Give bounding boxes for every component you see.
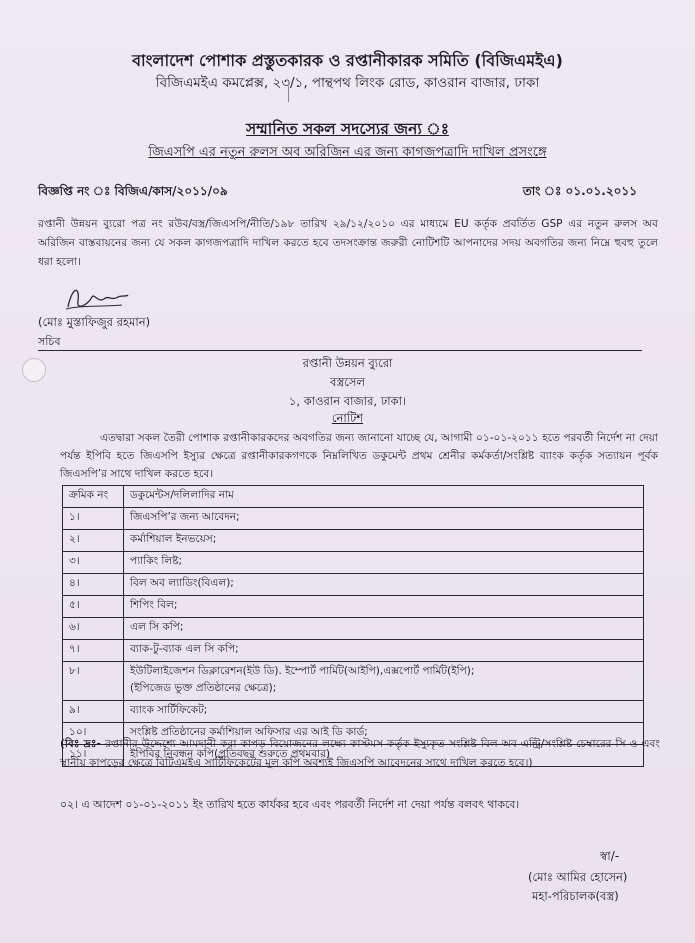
notice-address: ১, কাওরান বাজার, ঢাকা। [288,394,407,408]
effective-date-line: ০২। এ আদেশ ০১-০১-২০১১ ইং তারিখ হতে কার্যকর হবে এবং পরবর্তী নির্দেশ না দেয়া পর্যন্ত বলবৎ থাকবে। [60,798,520,811]
serial-cell: ১। [63,508,124,530]
signatory-title: মহা-পরিচালক(বস্ত্র) [532,889,619,903]
document-cell: ব্যাংক সার্টিফিকেট; [124,701,644,723]
table-row [63,701,644,723]
serial-cell: ২। [63,530,124,552]
table-row [63,640,644,662]
serial-cell: ১১। [63,745,124,767]
notice-heading: নোটিশ [331,411,364,425]
signed-mark: স্বা/- [600,849,620,863]
table-row [63,618,644,640]
salutation: সম্মানিত সকল সদস্যের জন্য ঃ [246,120,449,138]
table-header-row [63,486,644,508]
serial-cell: ১০। [63,723,124,745]
organization-name: বাংলাদেশ পোশাক প্রস্তুতকারক ও রপ্তানীকারক সমিতি (বিজিএমইএ) [132,51,563,70]
table-row [63,530,644,552]
organization-address: বিজিএমইএ কমপ্লেক্স, ২৩/১, পান্থপথ লিংক রোড, কাওরান বাজার, ঢাকা [155,75,540,91]
note-label: (বিঃ দ্রঃ- [60,738,101,750]
secretary-title: সচিব [38,335,61,348]
table-row [63,662,644,701]
notice-building: বস্ত্রসেল [329,375,366,389]
serial-cell: ৪। [63,574,124,596]
serial-cell: ৩। [63,552,124,574]
serial-cell: ৫। [63,596,124,618]
column-header-serial: ক্রমিক নং [63,486,124,508]
secretary-name: (মোঃ মুস্তাফিজুর রহমান) [38,315,151,329]
note-paragraph [60,735,660,773]
document-cell: কর্মাশিয়াল ইনভয়েস; [124,530,644,552]
memo-date: তাং ঃ ০১.০১.২০১১ [522,184,637,198]
document-cell: শিপিং বিল; [124,596,644,618]
document-cell: ব্যাক-টু-ব্যাক এল সি কপি; [124,640,644,662]
intro-paragraph: রপ্তানী উন্নয়ন ব্যুরো পত্র নং রউব/বস্ত্র/জিএসপি/নীতি/১৯৮ তারিখ ২৯/১২/২০১০ এর মাধ্যমে EU কর্তৃক প্রবর্তিত GSP এর নতুন রুলস অব অরিজিন বাস্তবায়নের জন্য যে সকল কাগজপত্রাদি দাখিল করতে হবে তদসংক্রান্ত জরুরী নোটিশটি আপনাদের সদয় অবগতির জন্য নিম্নে হুবহু তুলে ধরা হলো। [38,218,658,268]
memo-reference: বিজ্ঞপ্তি নং ঃ বিজিএ/কাস/২০১১/০৯ [38,184,228,198]
documents-table [62,485,644,767]
table-row [63,508,644,530]
document-cell: এল সি কপি; [124,618,644,640]
serial-cell: ৮। [63,662,124,701]
serial-cell: ৬। [63,618,124,640]
document-line: (ইপিজেড ভুক্ত প্রতিষ্ঠানের ক্ষেত্রে); [130,682,277,694]
document-cell: জিএসপি’র জন্য আবেদন; [124,508,644,530]
signature-scribble-icon [62,283,132,313]
document-cell: সংশ্লিষ্ট প্রতিষ্ঠানের কর্মাশিয়াল অফিসার এর আই ডি কার্ড; [124,723,644,745]
document-line: ইউটিলাইজেশন ডিক্লারেশন(ইউ ডি). ইম্পোর্ট পার্মিট(আইপি),এক্সপোর্ট পার্মিট(ইপি); [130,665,475,677]
column-header-document: ডকুমেন্টস/দলিলাদির নাম [124,486,644,508]
serial-cell: ৭। [63,640,124,662]
section-divider [38,350,642,351]
document-cell: প্যাকিং লিষ্ট; [124,552,644,574]
document-cell: ইপিবির নিবন্ধন কপি(প্রতিবছর শুরুতে প্রথমবার) [124,745,644,767]
table-row [63,574,644,596]
notice-office: রপ্তানী উন্নয়ন ব্যুরো [302,356,393,370]
document-cell: বিল অব ল্যাডিং(বিএল); [124,574,644,596]
table-row [63,552,644,574]
subject-line: জিএসপি এর নতুন রুলস অব অরিজিন এর জন্য কাগজপত্রাদি দাখিল প্রসংঙ্গে [148,145,547,160]
document-cell [124,662,644,701]
table-row [63,596,644,618]
serial-cell: ৯। [63,701,124,723]
notice-body: এতদ্বারা সকল তৈরী পোশাক রপ্তানীকারকদের অবগতির জন্য জানানো যাচ্ছে যে, আগামী ০১-০১-২০১১ হতে পরবর্তী নির্দেশ না দেয়া পর্যন্ত ইপিবি হতে জিএসপি ইস্যুর ক্ষেত্রে রপ্তানীকারকগণকে নিম্নলিখিত ডকুমেন্ট প্রথম শ্রেনীর কর্মকর্তা/সংশ্লিষ্ট ব্যাংক কর্তৃক সত্যায়ন পূর্বক জিএসপি’র সাথে দাখিল করতে হবে। [60,432,658,480]
signatory-name: (মোঃ আমির হোসেন) [528,870,628,884]
note-text: রপ্তানীর উদ্দেশ্যে আমদানী করা কাপড় বিয়োজনের লক্ষ্যে কাস্টমস কর্তৃক ইস্যুকৃত সংশ্লিষ্ট বিল অব এন্ট্রি/সংশ্লিষ্ট চেম্বারের সি ও এবং স্থানীয় কাপড়ের ক্ষেত্রে বিটিএমইএ সার্টিফিকেটের মূল কপি অবশ্যই জিএসপি আবেদনের সাথে দাখিল করতে হবে।) [60,738,660,769]
